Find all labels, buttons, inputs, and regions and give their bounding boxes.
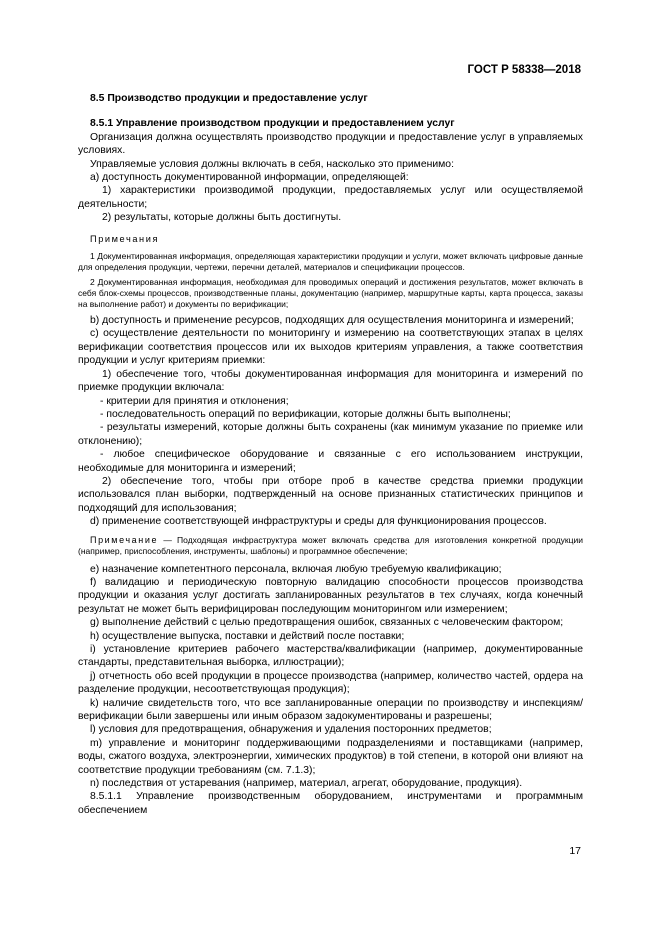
list-item-l: l) условия для предотвращения, обнаружения и удаления посторонних предметов; [90, 724, 492, 736]
list-item-k: k) наличие свидетельств того, что все запланированные операции по производству и инспекциям/верификации были завершены или иным образом задокументированы и разрешены; [78, 697, 583, 723]
note-1: 1 Документированная информация, определяющая характеристики продукции и услуги, может включать цифровые данные для определения продукции, чертежи, перечни деталей, материалов и спецификации процессов. [78, 251, 583, 273]
paragraph: Организация должна осуществлять производство продукции и предоставление услуг в управляемых условиях. [78, 131, 583, 157]
list-item-a: а) доступность документированной информации, определяющей: [90, 172, 409, 184]
note-text: — Подходящая инфраструктура может включать средства для изготовления конкретной продукции (например, приспособления, инструменты, шаблоны) и программное обеспечение; [78, 534, 583, 556]
list-item-a1: 1) характеристики производимой продукции, предоставляемых услуг или осуществляемой деятельности; [78, 185, 583, 210]
list-item-n: n) последствия от устаревания (например, материал, агрегат, оборудование, продукция). [90, 778, 523, 790]
list-item-c1: 1) обеспечение того, чтобы документированная информация для мониторинга и измерений по приемке продукции включала: [78, 368, 583, 394]
page-number: 17 [569, 845, 581, 857]
subsection-heading: 8.5.1.1 Управление производственным оборудованием, инструментами и программным обеспечением [78, 791, 583, 816]
list-item-j: j) отчетность обо всей продукции в процессе производства (например, количество частей, ордера на разделение продукции, несоответствующая продукция); [78, 670, 583, 696]
list-item-g: g) выполнение действий с целью предотвращения ошибок, связанных с человеческим фактором; [90, 617, 564, 629]
list-item-f: f) валидацию и периодическую повторную валидацию способности процессов производства продукции и оказания услуг достигать запланированных результатов в тех случаях, когда конечный результат не может быть верифицирован последующим мониторингом или измерением; [78, 576, 583, 615]
list-item-d: d) применение соответствующей инфраструктуры и среды для функционирования процессов. [90, 516, 547, 528]
list-item-a2: 2) результаты, которые должны быть достигнуты. [102, 212, 342, 224]
notes-heading: Примечания [90, 233, 160, 244]
list-item-i: i) установление критериев рабочего мастерства/квалификации (например, документированные стандарты, представительная выборка, иллюстрации); [78, 644, 583, 669]
standard-number: ГОСТ Р 58338—2018 [467, 64, 581, 76]
paragraph: Управляемые условия должны включать в себя, насколько это применимо: [90, 158, 454, 170]
section-subtitle: 8.5.1 Управление производством продукции и предоставлением услуг [90, 118, 455, 130]
list-item-c2: 2) обеспечение того, чтобы при отборе проб в качестве средства приемки продукции использовался план выборки, подтвержденный на основе признанных статистических принципов и подходящий для использования; [78, 475, 583, 514]
list-item-b: b) доступность и применение ресурсов, подходящих для осуществления мониторинга и измерений; [90, 315, 574, 327]
list-item-dash: - последовательность операций по верификации, которые должны быть выполнены; [100, 408, 511, 420]
note-label: Примечание [90, 534, 159, 545]
list-item-dash: - любое специфическое оборудование и связанные с его использованием инструкции, необходимые для мониторинга и измерений; [78, 449, 583, 474]
list-item-m: m) управление и мониторинг поддерживающими подразделениями и поставщиками (например, воды, сжатого воздуха, электроэнергии, химических продуктов) в той степени, в которой они влияют на соответствие продукции требованиям (см. 7.1.3); [78, 737, 583, 776]
list-item-c: c) осуществление деятельности по мониторингу и измерению на соответствующих этапах в целях верификации соответствия процессов или их выходов критериям управления, а также соответствия продукции и услуг критериям приемки: [78, 328, 583, 367]
section-title: 8.5 Производство продукции и предоставление услуг [90, 93, 368, 104]
list-item-e: e) назначение компетентного персонала, включая любую требуемую квалификацию; [90, 563, 502, 575]
note-2: 2 Документированная информация, необходимая для проводимых операций и достижения результатов, может включать в себя блок-схемы процессов, производственные планы, документацию (например, маршрутные карты, карта процесса, заказы на выполнение работ) и документы по верификации; [78, 277, 583, 310]
list-item-dash: - критерии для принятия и отклонения; [100, 395, 289, 407]
list-item-dash: - результаты измерений, которые должны быть сохранены (как минимум указание по приемке или отклонению); [78, 422, 583, 447]
document-body [78, 92, 583, 817]
note-infrastructure [78, 535, 583, 557]
list-item-h: h) осуществление выпуска, поставки и действий после поставки; [90, 630, 405, 642]
